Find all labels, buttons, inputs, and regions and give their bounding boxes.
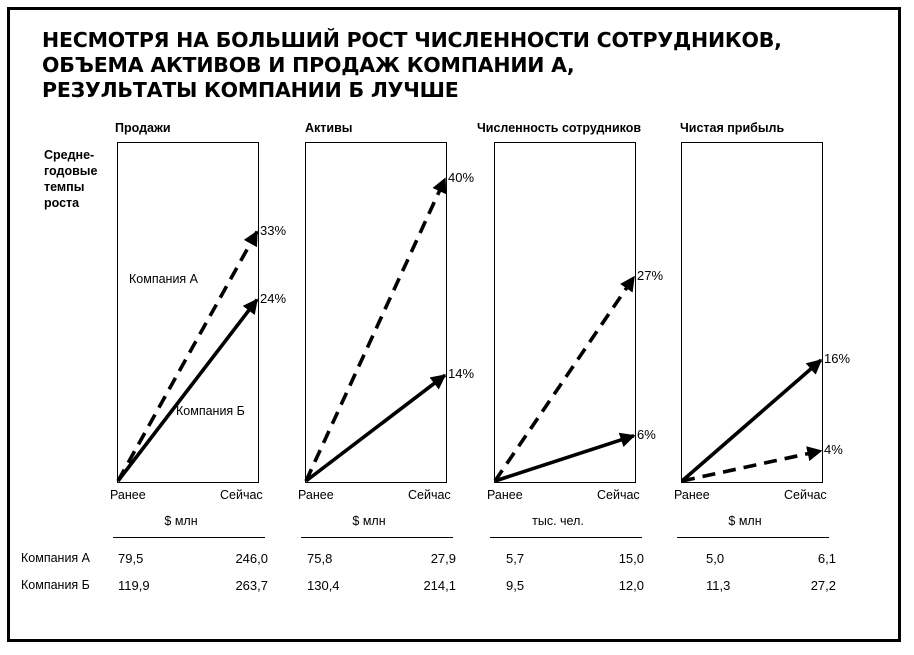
row-label-company-b: Компания Б: [21, 578, 90, 592]
panel-1-end-value-b: 263,7: [235, 578, 268, 593]
y-label-line-3: темпы: [44, 180, 85, 194]
panel-2-unit: $ млн: [352, 514, 386, 528]
panel-3-title: Численность сотрудников: [477, 121, 642, 135]
panel-4-end-value-a: 6,1: [817, 551, 836, 566]
panel-4-x-label-end: Сейчас: [784, 488, 827, 502]
panel-2-x-label-start: Ранее: [298, 488, 334, 502]
panel-3-growth-label-a: 27%: [637, 268, 664, 283]
panel-4-unit: $ млн: [728, 514, 762, 528]
title-line-1: НЕСМОТРЯ НА БОЛЬШИЙ РОСТ ЧИСЛЕННОСТИ СОТРУДНИКОВ,: [42, 28, 782, 52]
panel-4-box: [681, 142, 823, 483]
panel-4-end-value-b: 27,2: [810, 578, 836, 593]
panel-2-end-value-a: 27,9: [430, 551, 456, 566]
panel-1-x-label-start: Ранее: [110, 488, 146, 502]
panel-1-growth-label-b: 24%: [260, 290, 287, 306]
panel-2-growth-label-a: 40%: [448, 169, 475, 185]
panel-4-start-value-a: 5,0: [706, 551, 725, 566]
panel-2-growth-label-b: 14%: [448, 366, 475, 382]
panel-2-box: [305, 142, 447, 483]
panel-2-start-value-b: 130,4: [307, 578, 340, 593]
panel-1-growth-label-a: 33%: [260, 222, 287, 238]
panel-3-box: [494, 142, 636, 483]
panel-3-end-value-b: 12,0: [618, 578, 644, 593]
panel-3-unit: тыс. чел.: [532, 514, 584, 528]
panel-2-title: Активы: [305, 121, 353, 135]
y-label-line-2: годовые: [44, 164, 98, 178]
row-label-company-a: Компания А: [21, 551, 91, 565]
panel-2-end-value-b: 214,1: [423, 578, 456, 593]
panel-4-x-label-start: Ранее: [674, 488, 710, 502]
panel-4-growth-label-a: 4%: [824, 441, 843, 457]
panel-1-unit-divider: [113, 537, 265, 538]
panel-3-x-label-end: Сейчас: [597, 488, 640, 502]
panel-2-x-label-end: Сейчас: [408, 488, 451, 502]
y-label-line-4: роста: [44, 196, 80, 210]
panel-3-x-label-start: Ранее: [487, 488, 523, 502]
panel-1-box: [117, 142, 259, 483]
y-label-line-1: Средне-: [44, 148, 95, 162]
panel-1-title: Продажи: [115, 121, 171, 135]
panel-3-growth-label-b: 6%: [637, 426, 656, 442]
panel-1-start-value-b: 119,9: [118, 578, 150, 593]
panel-4-growth-label-b: 16%: [824, 351, 851, 367]
title-line-3: РЕЗУЛЬТАТЫ КОМПАНИИ Б ЛУЧШЕ: [42, 78, 459, 102]
panel-1-x-label-end: Сейчас: [220, 488, 263, 502]
panel-2-start-value-a: 75,8: [307, 551, 333, 566]
panel-3-end-value-a: 15,0: [618, 551, 644, 566]
panel-2-unit-divider: [301, 537, 453, 538]
legend-label-company-b: Компания Б: [176, 404, 245, 418]
panel-3-start-value-a: 5,7: [506, 551, 525, 566]
panel-4-unit-divider: [677, 537, 829, 538]
panel-4-start-value-b: 11,3: [706, 578, 731, 593]
legend-label-company-a: Компания А: [129, 272, 199, 286]
panel-1-start-value-a: 79,5: [118, 551, 144, 566]
title-line-2: ОБЪЕМА АКТИВОВ И ПРОДАЖ КОМПАНИИ А,: [42, 53, 575, 77]
panel-1-unit: $ млн: [164, 514, 198, 528]
panel-3-unit-divider: [490, 537, 642, 538]
panel-4-title: Чистая прибыль: [680, 121, 785, 135]
panel-1-end-value-a: 246,0: [235, 551, 268, 566]
panel-3-start-value-b: 9,5: [506, 578, 525, 593]
